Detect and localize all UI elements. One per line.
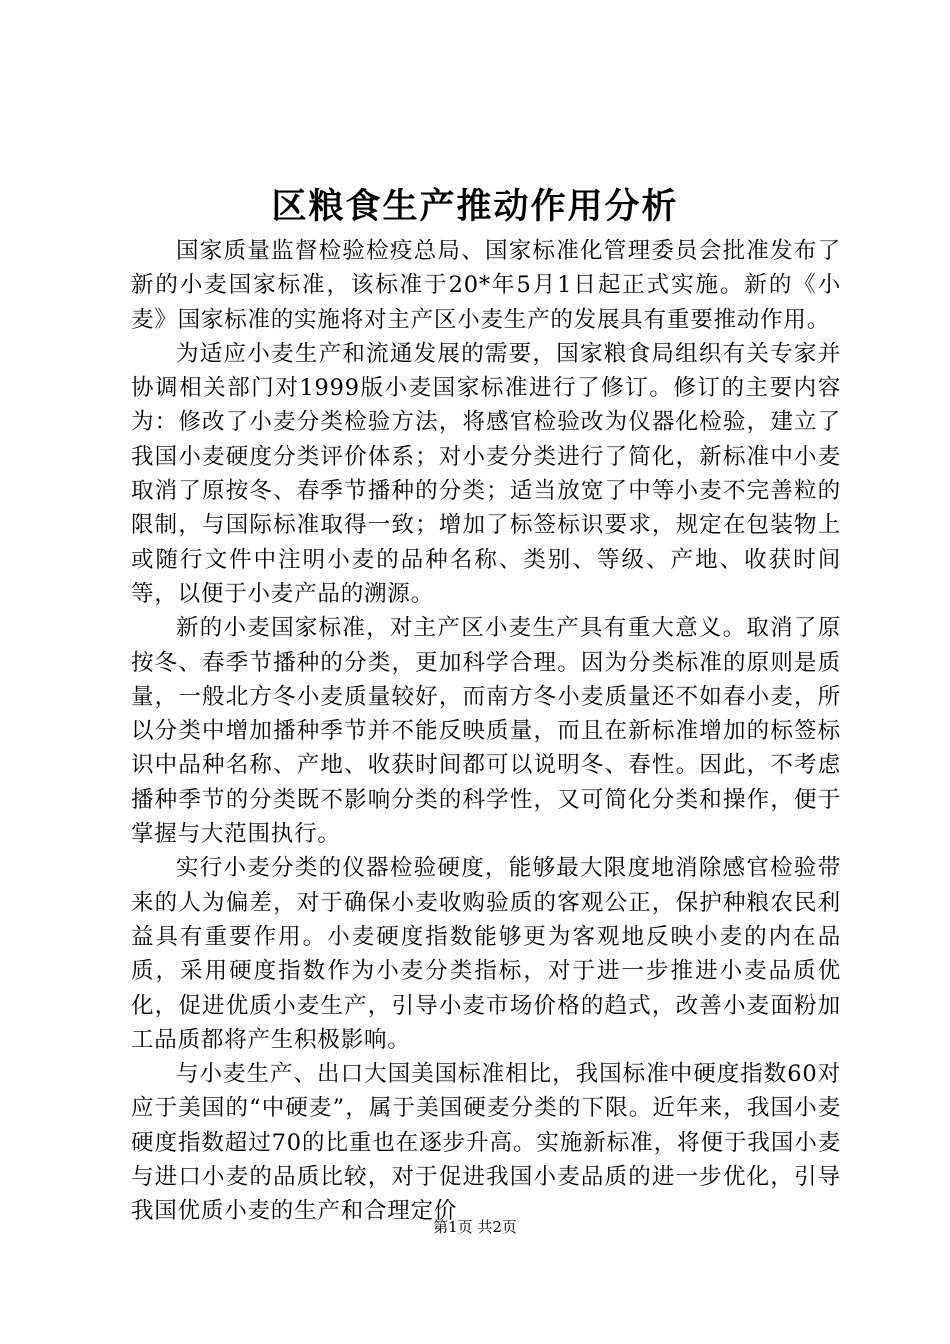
paragraph-4: 实行小麦分类的仪器检验硬度，能够最大限度地消除感官检验带来的人为偏差，对于确保小麦收购验质的客观公正，保护种粮农民利益具有重要作用。小麦硬度指数能够更为客观地反映小麦的内在品质，采用硬度指数作为小麦分类指标，对于进一步推进小麦品质优化，促进优质小麦生产，引导小麦市场价格的趋式，改善小麦面粉加工品质都将产生积极影响。 xyxy=(131,855,841,1053)
paragraph-3: 新的小麦国家标准，对主产区小麦生产具有重大意义。取消了原按冬、春季节播种的分类，更加科学合理。因为分类标准的原则是质量，一般北方冬小麦质量较好，而南方冬小麦质量还不如春小麦，所以分类中增加播种季节并不能反映质量，而且在新标准增加的标签标识中品种名称、产地、收获时间都可以说明冬、春性。因此，不考虑播种季节的分类既不影响分类的科学性，又可简化分类和操作，便于掌握与大范围执行。 xyxy=(131,615,841,848)
document-body xyxy=(131,234,841,1229)
paragraph-5: 与小麦生产、出口大国美国标准相比，我国标准中硬度指数60对应于美国的“中硬麦”，属于美国硬麦分类的下限。近年来，我国小麦硬度指数超过70的比重也在逐步升高。实施新标准，将便于我国小麦与进口小麦的品质比较，对于促进我国小麦品质的进一步优化，引导我国优质小麦的生产和合理定价 xyxy=(131,1061,841,1225)
document-title: 区粮食生产推动作用分析 xyxy=(271,186,679,227)
page-number-footer: 第1页 共2页 xyxy=(433,1218,517,1236)
paragraph-1: 国家质量监督检验检疫总局、国家标准化管理委员会批准发布了新的小麦国家标准，该标准于20*年5月1日起正式实施。新的《小麦》国家标准的实施将对主产区小麦生产的发展具有重要推动作用。 xyxy=(131,238,841,333)
paragraph-2: 为适应小麦生产和流通发展的需要，国家粮食局组织有关专家并协调相关部门对1999版小麦国家标准进行了修订。修订的主要内容为：修改了小麦分类检验方法，将感官检验改为仪器化检验，建立了我国小麦硬度分类评价体系；对小麦分类进行了简化，新标准中小麦取消了原按冬、春季节播种的分类；适当放宽了中等小麦不完善粒的限制，与国际标准取得一致；增加了标签标识要求，规定在包装物上或随行文件中注明小麦的品种名称、类别、等级、产地、收获时间等，以便于小麦产品的溯源。 xyxy=(131,340,841,607)
